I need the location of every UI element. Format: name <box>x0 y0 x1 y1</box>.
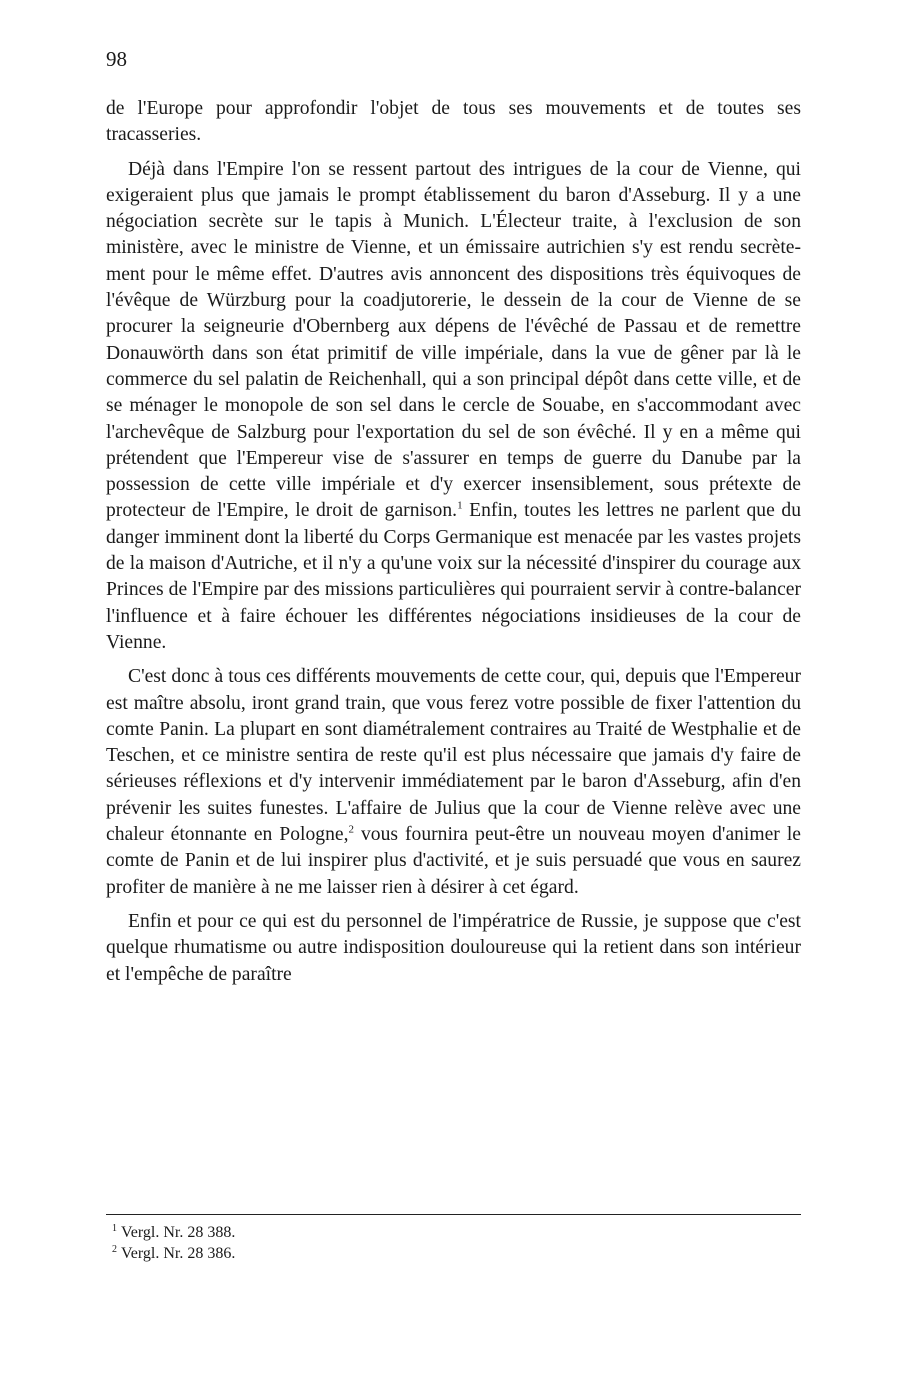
page-number: 98 <box>106 47 127 71</box>
paragraph-text: Déjà dans l'Empire l'on se ressent partout des intrigues de la cour de Vienne, qui exigeraient plus que jamais le prompt établissement du baron d'Asseburg. Il y a une négociation secrète sur le tapis à Munich. L'Électeur traite, à l'exclusion de son ministère, avec le ministre de Vienne, et un émissaire autrichien s'y est rendu secrètement pour le même effet. D'autres avis annoncent des dispositions très équivoques de l'évêque de Würzburg pour la coadjutorerie, le dessein de la cour de Vienne de se procurer la seigneurie d'Obernberg aux dépens de l'évêché de Passau et de remettre Donauwörth dans son état primitif de ville impériale, dans la vue de gêner par là le commerce du sel palatin de Reichenhall, qui a son principal dépôt dans cette ville, et de se ménager le monopole de son sel dans le cercle de Souabe, en s'accommodant avec l'archevêque de Salzburg pour l'exportation du sel de son évêché. Il y en a même qui prétendent que l'Empereur vise de s'assurer en temps de guerre du Danube par la possession de cette ville impériale et d'y exercer insensiblement, sous prétexte de protecteur de l'Empire, le droit de garnison. <box>106 158 801 522</box>
footnote-text: Vergl. Nr. 28 388. <box>121 1224 236 1241</box>
paragraph <box>106 664 801 901</box>
paragraph-text: Enfin et pour ce qui est du personnel de l'impératrice de Russie, je suppose que c'est quelque rhumatisme ou autre indisposition douloureuse qui la retient dans son intérieur et l'empêche de paraître <box>106 910 801 985</box>
footnote-number: 2 <box>112 1243 117 1255</box>
footnote-number: 1 <box>112 1222 117 1234</box>
footnote-text: Vergl. Nr. 28 386. <box>121 1245 236 1262</box>
footnote-reference: 1 <box>457 499 463 512</box>
paragraph <box>106 157 801 657</box>
footnote-reference: 2 <box>348 823 354 836</box>
document-page <box>106 0 801 1392</box>
paragraph <box>106 96 801 149</box>
footnote-separator <box>106 1214 801 1215</box>
body-text <box>106 96 801 996</box>
paragraph <box>106 909 801 988</box>
paragraph-text: C'est donc à tous ces différents mouvements de cette cour, qui, depuis que l'Empereur est maître absolu, iront grand train, que vous ferez votre possible de fixer l'attention du comte Panin. La plupart en sont diamétralement contraires au Traité de Westphalie et de Teschen, et ce ministre sentira de reste qu'il est plus nécessaire que jamais d'y faire de sérieuses réflexions et d'y intervenir immédiatement par le baron d'Asseburg, afin d'en prévenir les suites funestes. L'affaire de Julius que la cour de Vienne relève avec une chaleur étonnante en Pologne, <box>106 666 801 846</box>
paragraph-text: de l'Europe pour approfondir l'objet de tous ses mouvements et de toutes ses tracasseries. <box>106 98 801 146</box>
paragraph-text: vous fournira peut-être un nouveau moyen d'animer le comte de Panin et de lui inspirer plus d'activité, et je suis persuadé que vous en saurez profiter de manière à ne me laisser rien à désirer à cet égard. <box>106 824 801 898</box>
footnote <box>112 1222 512 1243</box>
paragraph-text: Enfin, toutes les lettres ne parlent que du danger imminent dont la liberté du Corps Germanique est menacée par les vastes projets de la maison d'Autriche, et il n'y a qu'une voix sur la nécessité d'inspirer du courage aux Princes de l'Empire par des missions particulières qui pourraient servir à contre-balancer l'influence et à faire échouer les différentes négociations insidieuses de la cour de Vienne. <box>106 500 801 653</box>
footnotes <box>112 1222 512 1264</box>
footnote <box>112 1243 512 1264</box>
